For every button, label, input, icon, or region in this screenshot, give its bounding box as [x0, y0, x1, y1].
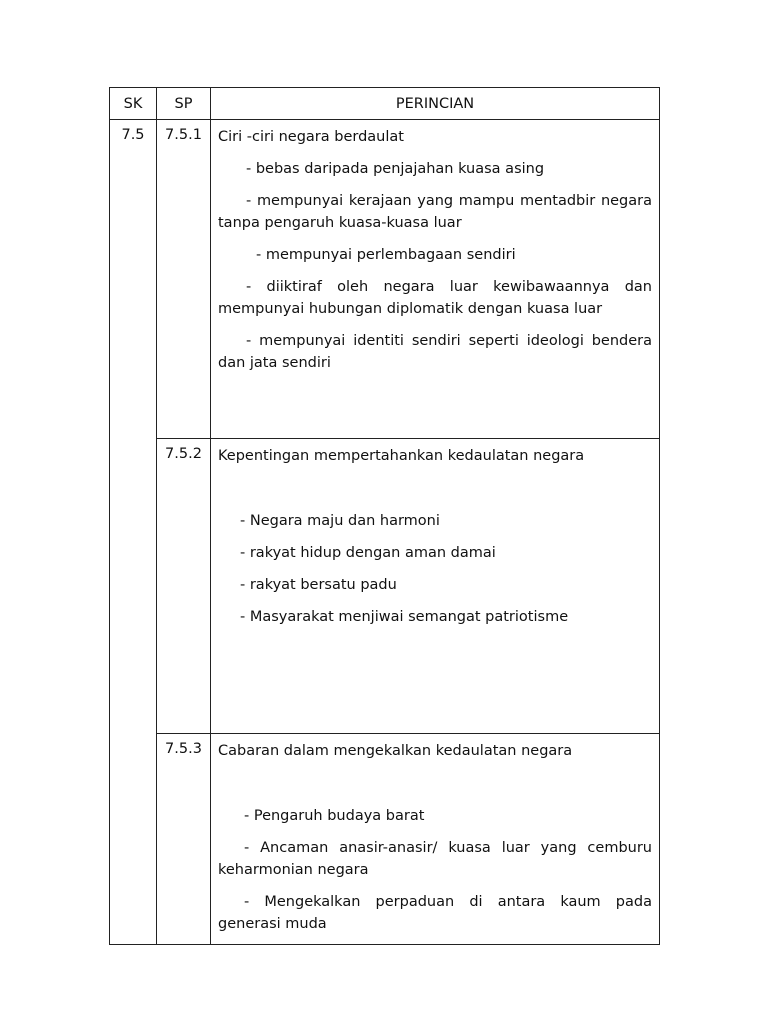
- list-item: - Ancaman anasir-anasir/ kuasa luar yang cemburu keharmonian negara: [218, 840, 652, 878]
- list-item: - Pengaruh budaya barat: [244, 808, 425, 824]
- list-item: - Negara maju dan harmoni: [240, 513, 440, 529]
- list-item: - Masyarakat menjiwai semangat patriotisme: [240, 609, 569, 625]
- list-item: - mempunyai kerajaan yang mampu mentadbir negara tanpa pengaruh kuasa-kuasa luar: [218, 193, 652, 231]
- perincian-cell: [211, 439, 660, 734]
- perincian-cell: [211, 120, 660, 439]
- list-item: - mempunyai perlembagaan sendiri: [256, 247, 516, 263]
- perincian-cell: [211, 734, 660, 945]
- sk-cell: 7.5: [110, 120, 157, 945]
- section-title: Cabaran dalam mengekalkan kedaulatan negara: [218, 743, 573, 759]
- list-item: - rakyat hidup dengan aman damai: [240, 545, 496, 561]
- table-row: [110, 734, 660, 945]
- list-item: - diiktiraf oleh negara luar kewibawaannya dan mempunyai hubungan diplomatik dengan kuasa luar: [218, 279, 652, 317]
- list-item: - mempunyai identiti sendiri seperti ideologi bendera dan jata sendiri: [218, 333, 652, 371]
- header-sp: SP: [157, 88, 211, 120]
- section-title: Ciri -ciri negara berdaulat: [218, 129, 404, 145]
- table-row: [110, 439, 660, 734]
- sp-cell: 7.5.3: [157, 734, 211, 945]
- table-row: [110, 120, 660, 439]
- header-perincian: PERINCIAN: [211, 88, 660, 120]
- header-row: [110, 88, 660, 120]
- list-item: - Mengekalkan perpaduan di antara kaum pada generasi muda: [218, 894, 652, 932]
- section-title: Kepentingan mempertahankan kedaulatan negara: [218, 448, 585, 464]
- header-sk: SK: [110, 88, 157, 120]
- sp-cell: 7.5.1: [157, 120, 211, 439]
- sp-cell: 7.5.2: [157, 439, 211, 734]
- syllabus-table: [109, 87, 660, 945]
- list-item: - rakyat bersatu padu: [240, 577, 397, 593]
- list-item: - bebas daripada penjajahan kuasa asing: [246, 161, 545, 177]
